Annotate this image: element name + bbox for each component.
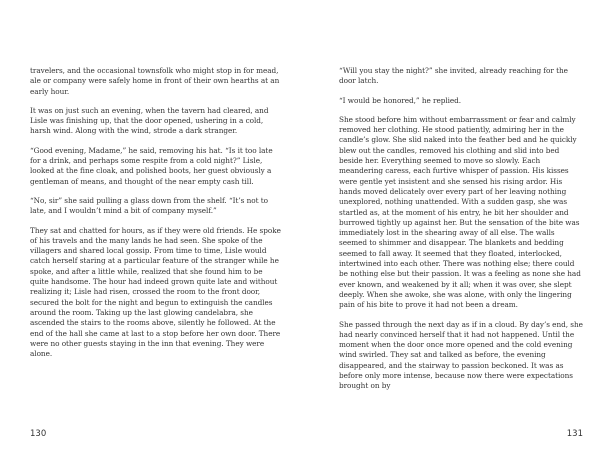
paragraph: She stood before him without embarrassment or fear and calmly removed her clothing. He stood patiently, admiring her in the candle’s glow. She slid naked into the feather bed and he quickly blew out the candles, removed his clothing and slid into bed beside her. Everything seemed to move so slowly. Each meandering caress, each furtive whisper of passion. His kisses were gentle yet insistent and she sensed his rising ardor. His hands moved delicately over every part of her leaving nothing unexplored, nothing unattended. With a sudden gasp, she was startled as, at the moment of his entry, he bit her shoulder and burrowed tightly up against her. But the sensation of the bite was immediately lost in the shearing away of all else. The walls seemed to shimmer and disappear. The blankets and bedding seemed to fall away. It seemed that they floated, interlocked, intertwined into each other. There was nothing else; there could be nothing else but their passion. It was a feeling as none she had ever known, and weakened by it all; when it was over, she slept deeply. When she awoke, she was alone, with only the lingering pain of his bite to prove it had not been a dream. bbox=[339, 114, 581, 310]
page-number-right: 131 bbox=[566, 429, 583, 439]
paragraph: They sat and chatted for hours, as if they were old friends. He spoke of his travels and the many lands he had seen. She spoke of the villagers and shared local gossip. From time to time, Lisle would catch herself staring at a particular feature of the stranger while he spoke, and after a little while, realized that she found him to be quite handsome. The hour had indeed grown quite late and without realizing it; Lisle had risen, crossed the room to the front door, secured the bolt for the night and begun to extinguish the candles around the room. Taking up the last glowing candelabra, she ascended the stairs to the rooms above, silently he followed. At the end of the hall she came at last to a stop before her own door. There were no other guests staying in the inn that evening. They were alone. bbox=[30, 225, 281, 359]
paragraph: “I would be honored,” he replied. bbox=[339, 95, 462, 105]
left-page-text bbox=[30, 66, 282, 368]
paragraph: She passed through the next day as if in a cloud. By day’s end, she had nearly convinced herself that it had not happened. Until the moment when the door once more opened and the cold evening wind swirled. They sat and talked as before, the evening disappeared, and the stairway to passion beckoned. It was as before only more intense, because now there were expectations brought on by bbox=[339, 319, 583, 391]
paragraph: “Good evening, Madame,” he said, removing his hat. “Is it too late for a drink, and perhaps some respite from a cold night?” Lisle, looked at the fine cloak, and polished boots, her guest obviously a gentleman of means, and thought of the near empty cash till. bbox=[30, 145, 273, 186]
left-page bbox=[30, 0, 282, 463]
paragraph: It was on just such an evening, when the tavern had cleared, and Lisle was finishing up, that the door opened, ushering in a cold, harsh wind. Along with the wind, strode a dark stranger. bbox=[30, 105, 269, 136]
right-page-text bbox=[339, 66, 583, 401]
right-page bbox=[339, 0, 583, 463]
paragraph: travelers, and the occasional townsfolk who might stop in for mead, ale or company were safely home in front of their own hearths at an early hour. bbox=[30, 66, 280, 96]
paragraph: “Will you stay the night?” she invited, already reaching for the door latch. bbox=[339, 66, 568, 86]
page-number-left: 130 bbox=[30, 429, 47, 439]
paragraph: “No, sir” she said pulling a glass down from the shelf. “It’s not to late, and I wouldn’t mind a bit of company myself.” bbox=[30, 195, 268, 216]
